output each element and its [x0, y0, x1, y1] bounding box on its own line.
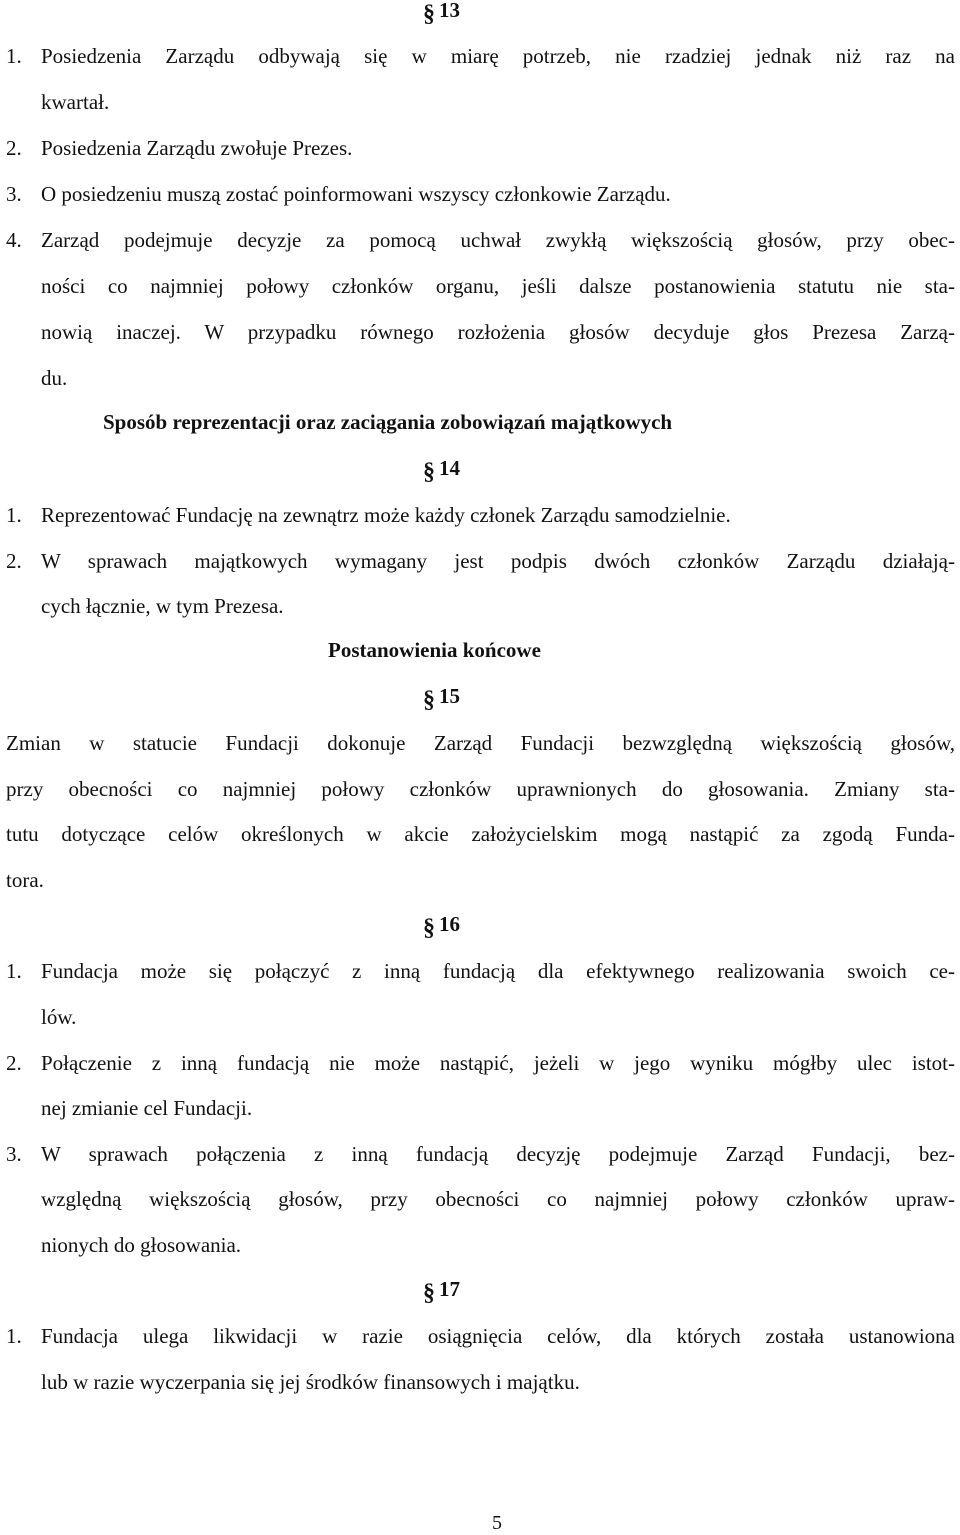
section-sign: §: [423, 687, 435, 713]
paragraph-line: tora.: [6, 868, 44, 892]
paragraph-line: tutu dotyczące celów określonych w akcie założycielskim mogą nastąpić za zgodą Funda-: [6, 822, 955, 846]
section-sign: §: [423, 915, 435, 941]
paragraph-line: kwartał.: [41, 90, 110, 114]
paragraph-line: Reprezentować Fundację na zewnątrz może każdy członek Zarządu samodzielnie.: [41, 503, 731, 527]
section-15-heading: [423, 684, 460, 713]
list-number: 3.: [6, 1142, 22, 1166]
paragraph-line: Fundacja ulega likwidacji w razie osiągnięcia celów, dla których została ustanowiona: [41, 1324, 955, 1348]
paragraph-line: Posiedzenia Zarządu zwołuje Prezes.: [41, 136, 353, 160]
section-number: 14: [439, 456, 460, 480]
paragraph-line: Fundacja może się połączyć z inną fundacją dla efektywnego realizowania swoich ce-: [41, 959, 955, 983]
list-number: 1.: [6, 1324, 22, 1348]
section-number: 17: [439, 1277, 460, 1301]
list-number: 1.: [6, 44, 22, 68]
page-number: 5: [492, 1512, 502, 1534]
paragraph-line: nowią inaczej. W przypadku równego rozłożenia głosów decyduje głos Prezesa Zarzą-: [41, 320, 955, 344]
paragraph-line: nej zmianie cel Fundacji.: [41, 1096, 253, 1120]
section-number: 13: [439, 0, 460, 22]
list-number: 2.: [6, 549, 22, 573]
list-number: 1.: [6, 503, 22, 527]
paragraph-line: przy obecności co najmniej połowy członków uprawnionych do głosowania. Zmiany sta-: [6, 777, 955, 801]
list-number: 3.: [6, 182, 22, 206]
chapter-heading: Sposób reprezentacji oraz zaciągania zobowiązań majątkowych: [103, 410, 673, 434]
paragraph-line: O posiedzeniu muszą zostać poinformowani wszyscy członkowie Zarządu.: [41, 182, 671, 206]
paragraph-line: lub w razie wyczerpania się jej środków finansowych i majątku.: [41, 1370, 580, 1394]
paragraph-line: lów.: [41, 1005, 77, 1029]
paragraph-line: Połączenie z inną fundacją nie może nastąpić, jeżeli w jego wyniku mógłby ulec istot-: [41, 1051, 955, 1075]
paragraph-line: Zmian w statucie Fundacji dokonuje Zarząd Fundacji bezwzględną większością głosów,: [6, 731, 955, 755]
section-number: 16: [439, 912, 460, 936]
section-16-heading: [423, 912, 460, 941]
section-sign: §: [423, 459, 435, 485]
list-number: 2.: [6, 136, 22, 160]
paragraph-line: du.: [41, 366, 68, 390]
section-sign: §: [423, 1280, 435, 1306]
section-14-heading: [423, 456, 460, 485]
list-number: 1.: [6, 959, 22, 983]
paragraph-line: nionych do głosowania.: [41, 1233, 242, 1257]
paragraph-line: ności co najmniej połowy członków organu, jeśli dalsze postanowienia statutu nie sta-: [41, 274, 955, 298]
paragraph-line: Zarząd podejmuje decyzje za pomocą uchwał zwykłą większością głosów, przy obec-: [41, 228, 955, 252]
list-number: 4.: [6, 228, 22, 252]
section-number: 15: [439, 684, 460, 708]
section-17-heading: [423, 1277, 460, 1306]
paragraph-line: względną większością głosów, przy obecności co najmniej połowy członków upraw-: [41, 1187, 955, 1211]
section-13-heading: [423, 0, 460, 27]
paragraph-line: Posiedzenia Zarządu odbywają się w miarę potrzeb, nie rzadziej jednak niż raz na: [41, 44, 955, 68]
paragraph-line: W sprawach majątkowych wymagany jest podpis dwóch członków Zarządu działają-: [41, 549, 955, 573]
paragraph-line: W sprawach połączenia z inną fundacją decyzję podejmuje Zarząd Fundacji, bez-: [41, 1142, 955, 1166]
list-number: 2.: [6, 1051, 22, 1075]
chapter-heading: Postanowienia końcowe: [328, 638, 541, 662]
paragraph-line: cych łącznie, w tym Prezesa.: [41, 594, 284, 618]
section-sign: §: [423, 1, 435, 27]
